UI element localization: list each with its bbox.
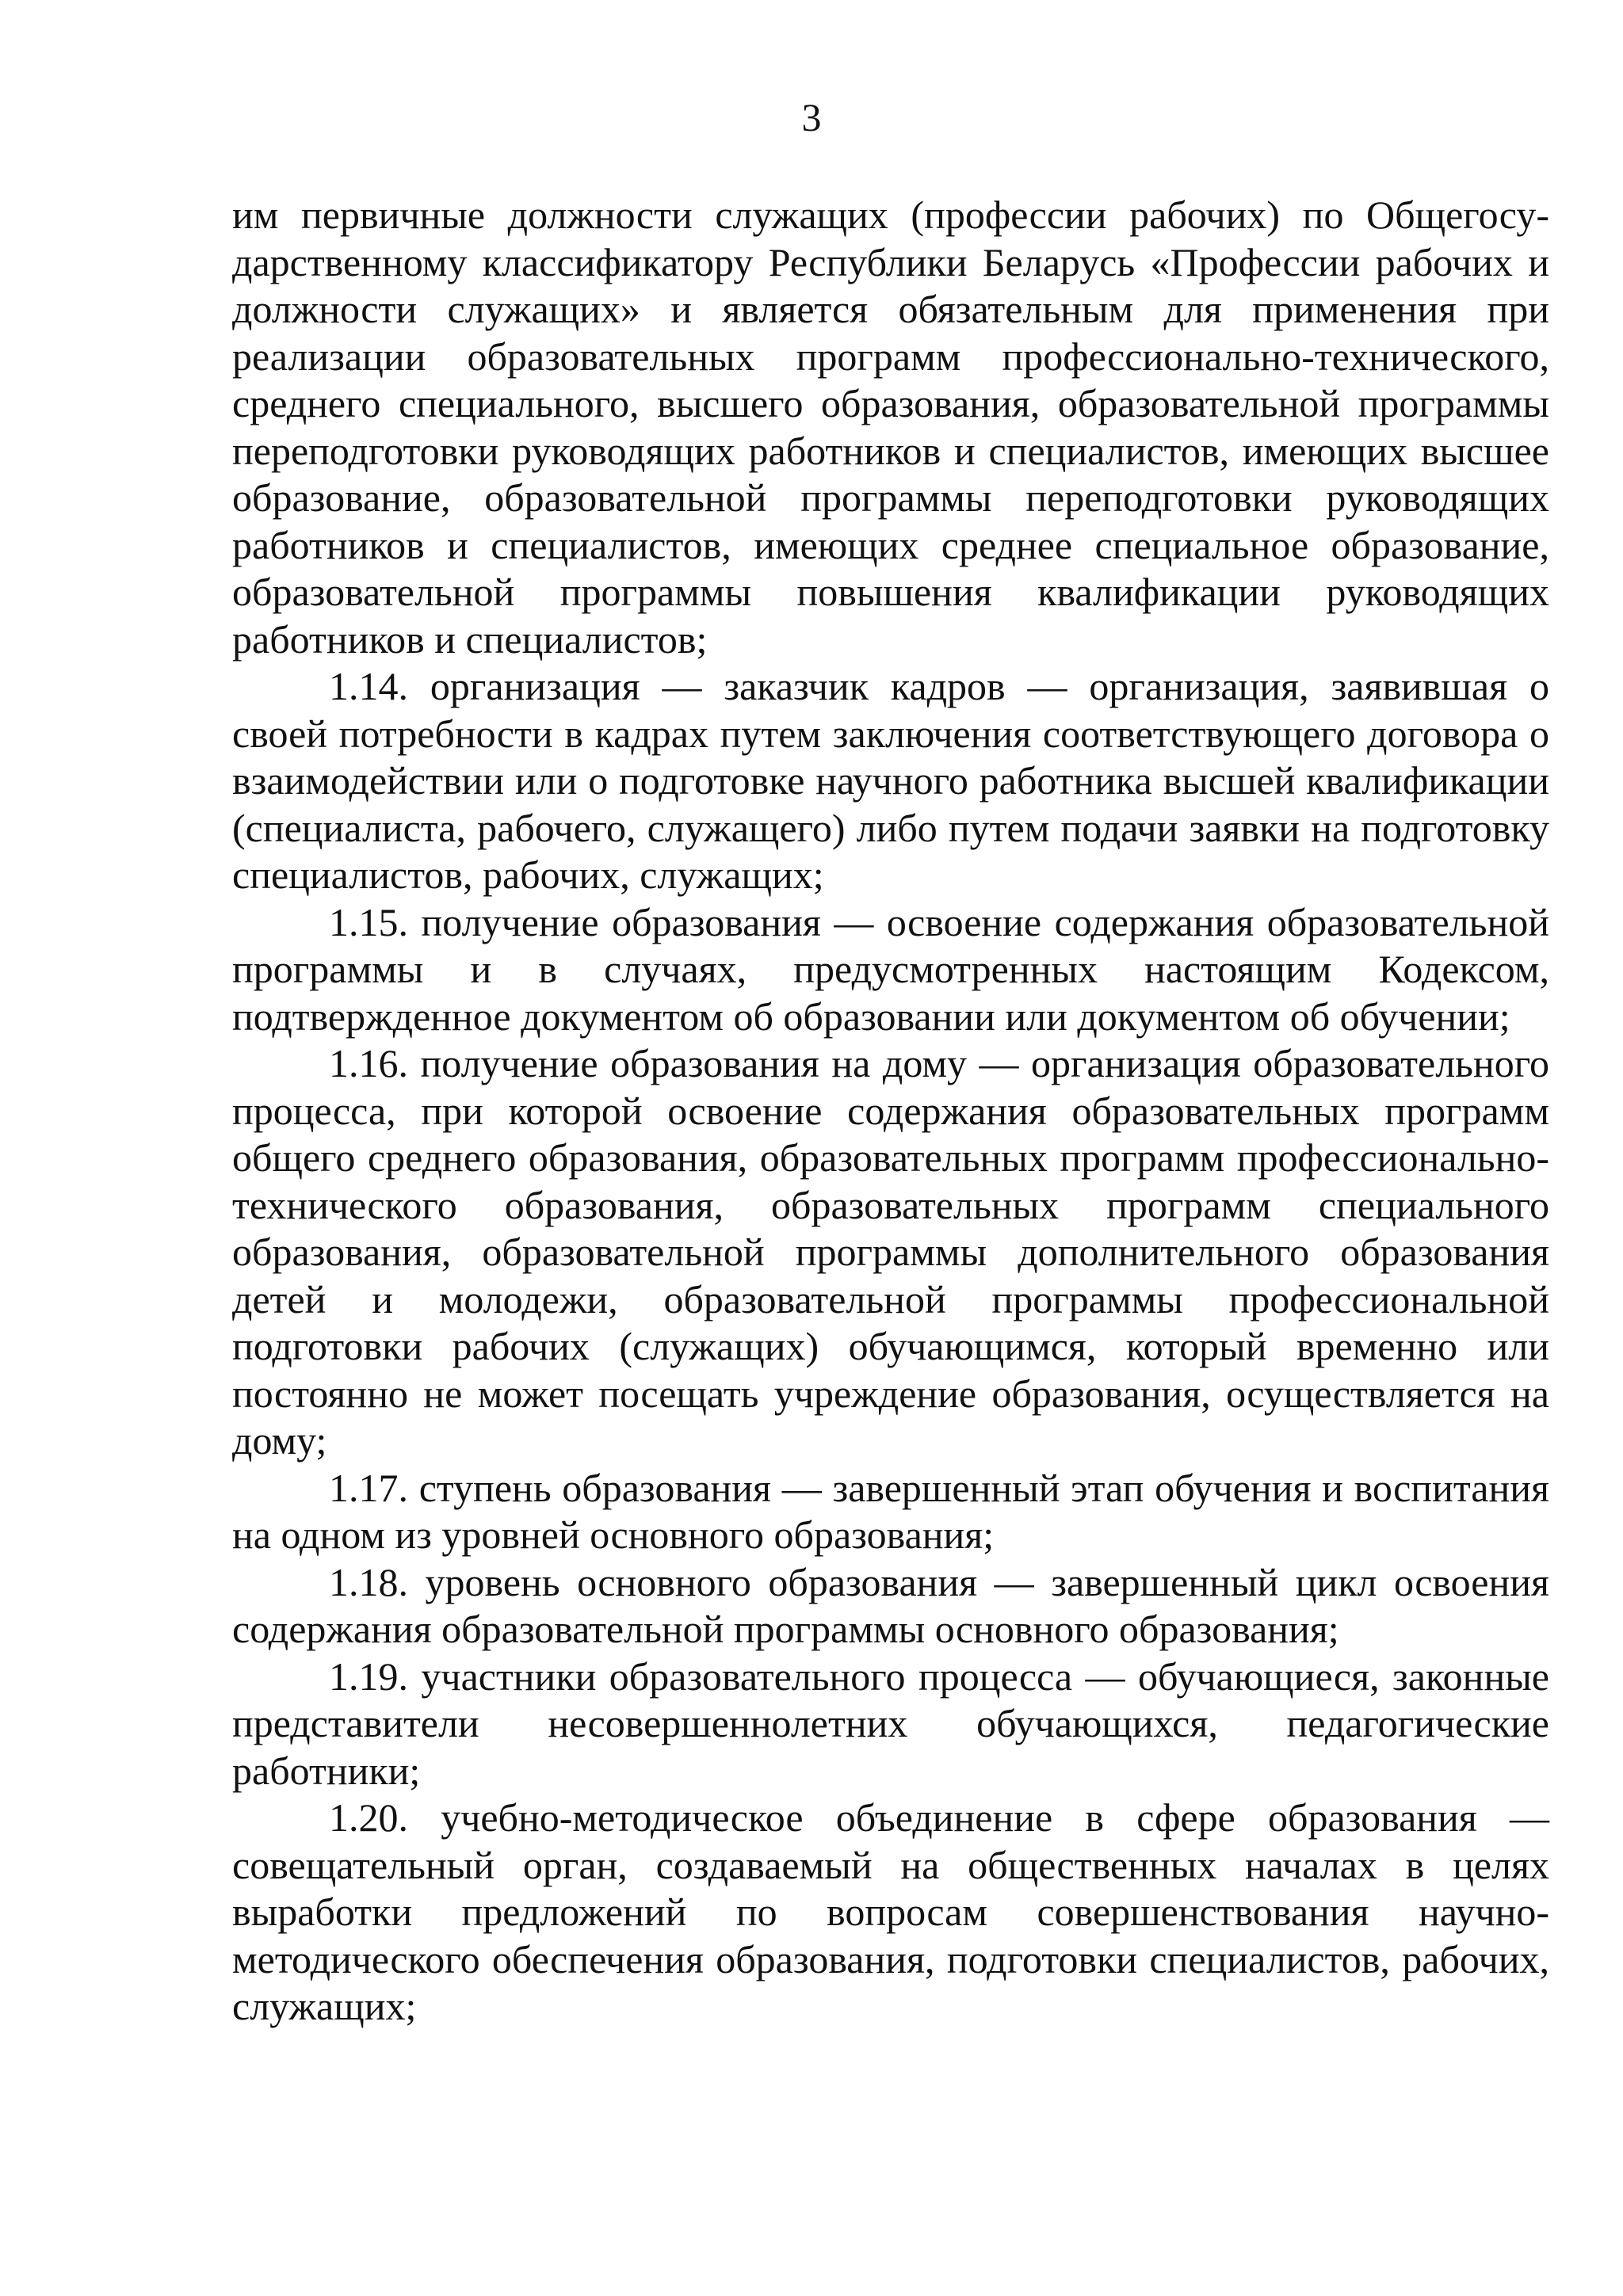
paragraph-continuation bbox=[232, 192, 1549, 663]
paragraph-text: им первичные должности служащих (профессии рабочих) по Общегосударственному классификатору Республики Беларусь «Профессии рабочих и должности служащих» и является обязательным для применения при реализации образовательных программ профессионально-технического, среднего специального, высшего образования, образовательной программы переподготовки руководящих работников и специалистов, имеющих высшее образование, образовательной программы переподготовки руководящих работников и специалистов, имеющих среднее специальное образование, образовательной программы повышения квалификации руководящих работников и специалистов; bbox=[232, 193, 1549, 662]
paragraph-text: ступень образования — завершенный этап обучения и воспитания на одном из уровней основного образования; bbox=[232, 1465, 1549, 1557]
paragraph-number: 1.14. bbox=[329, 664, 408, 708]
paragraph-number: 1.16. bbox=[329, 1041, 408, 1085]
paragraph-number: 1.20. bbox=[329, 1795, 408, 1840]
paragraph-1-20 bbox=[232, 1794, 1549, 2031]
paragraph-number: 1.17. bbox=[329, 1465, 408, 1510]
paragraph-1-16 bbox=[232, 1040, 1549, 1465]
paragraph-text: получение образования — освоение содержания образовательной программы и в случаях, предусмотренных настоящим Кодексом, подтвержденное документом об образовании или документом об обучении; bbox=[232, 899, 1549, 1039]
paragraph-text: учебно-методическое объединение в сфере образования — совещательный орган, создаваемый на общественных началах в целях выработки предложений по вопросам совершенствования научно-методического обеспечения образования, подготовки специалистов, рабочих, служащих; bbox=[232, 1795, 1549, 2028]
paragraph-1-18 bbox=[232, 1559, 1549, 1653]
paragraph-text: участники образовательного процесса — обучающиеся, законные представители несовершеннолетних обучающихся, педагогические работники; bbox=[232, 1653, 1549, 1793]
paragraph-number: 1.15. bbox=[329, 899, 408, 944]
paragraph-1-15 bbox=[232, 899, 1549, 1041]
document-body bbox=[232, 192, 1549, 2031]
paragraph-text: получение образования на дому — организация образовательного процесса, при которой освоение содержания образовательных программ общего среднего образования, образовательных программ профессионально-технического образования, образовательных программ специального образования, образовательной программы дополнительного образования детей и молодежи, образовательной программы профессиональной подготовки рабочих (служащих) обучающимся, который временно или постоянно не может посещать учреждение образования, осуществляется на дому; bbox=[232, 1041, 1549, 1463]
paragraph-number: 1.19. bbox=[329, 1653, 408, 1699]
paragraph-1-17 bbox=[232, 1465, 1549, 1559]
paragraph-number: 1.18. bbox=[329, 1559, 408, 1604]
paragraph-text: уровень основного образования — завершенный цикл освоения содержания образовательной программы основного образования; bbox=[232, 1559, 1549, 1651]
page-number: 3 bbox=[801, 95, 822, 139]
paragraph-text: организация — заказчик кадров — организация, заявившая о своей потребности в кадрах путем заключения соответствующего договора о взаимодействии или о подготовке научного работника высшей квалификации (специалиста, рабочего, служащего) либо путем подачи заявки на подготовку специалистов, рабочих, служащих; bbox=[232, 664, 1549, 897]
paragraph-1-19 bbox=[232, 1653, 1549, 1795]
paragraph-1-14 bbox=[232, 663, 1549, 899]
